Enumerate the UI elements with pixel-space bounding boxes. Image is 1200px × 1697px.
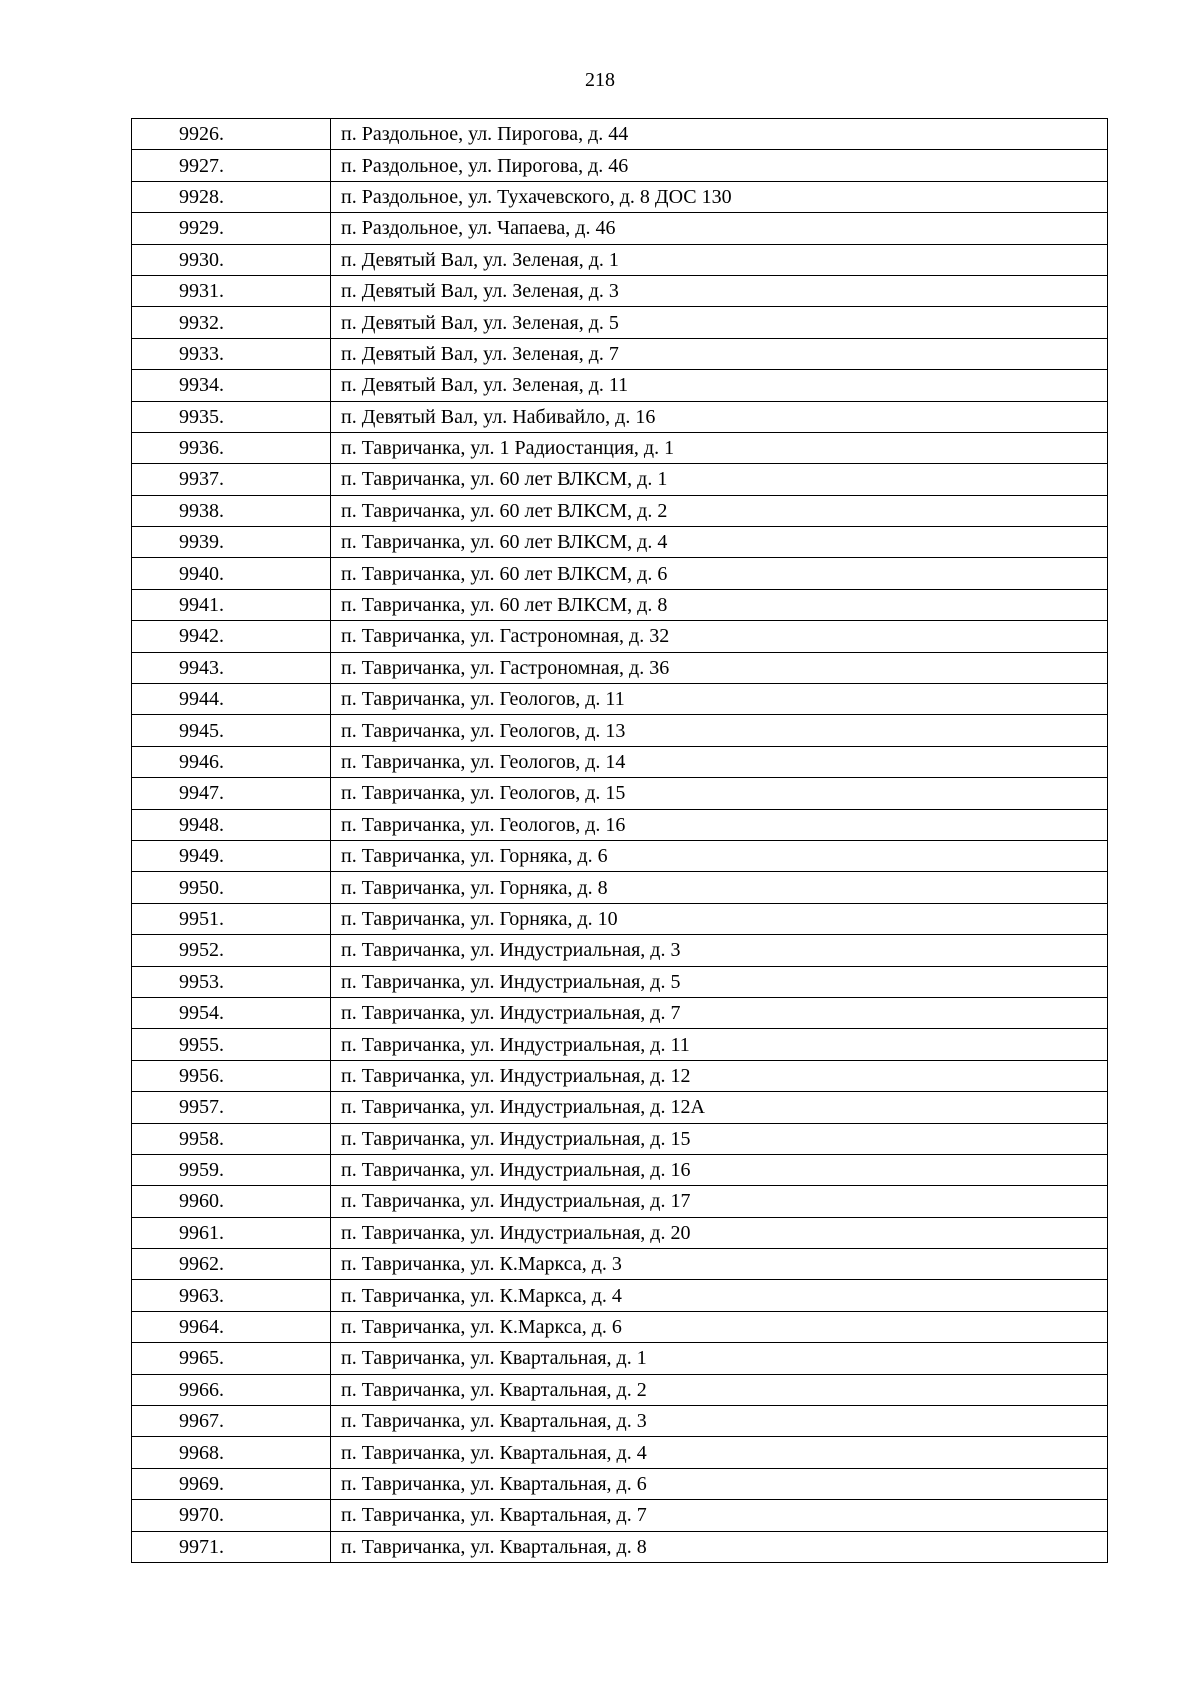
table-row: [132, 1437, 1108, 1468]
row-number-cell: 9942.: [132, 621, 331, 652]
address-cell: п. Раздольное, ул. Тухачевского, д. 8 ДОС 130: [331, 181, 1108, 212]
row-number-cell: 9932.: [132, 307, 331, 338]
table-row: [132, 1343, 1108, 1374]
row-number-cell: 9952.: [132, 935, 331, 966]
row-number-cell: 9937.: [132, 464, 331, 495]
table-row: [132, 1154, 1108, 1185]
address-cell: п. Тавричанка, ул. Индустриальная, д. 16: [331, 1154, 1108, 1185]
address-cell: п. Тавричанка, ул. К.Маркса, д. 4: [331, 1280, 1108, 1311]
table-row: [132, 589, 1108, 620]
row-number-cell: 9961.: [132, 1217, 331, 1248]
row-number-cell: 9938.: [132, 495, 331, 526]
row-number-cell: 9956.: [132, 1060, 331, 1091]
address-cell: п. Тавричанка, ул. 1 Радиостанция, д. 1: [331, 432, 1108, 463]
address-cell: п. Тавричанка, ул. Индустриальная, д. 3: [331, 935, 1108, 966]
table-row: [132, 370, 1108, 401]
address-cell: п. Тавричанка, ул. Индустриальная, д. 7: [331, 997, 1108, 1028]
row-number-cell: 9962.: [132, 1249, 331, 1280]
row-number-cell: 9946.: [132, 746, 331, 777]
address-cell: п. Тавричанка, ул. Квартальная, д. 2: [331, 1374, 1108, 1405]
row-number-cell: 9944.: [132, 684, 331, 715]
row-number-cell: 9930.: [132, 244, 331, 275]
row-number-cell: 9945.: [132, 715, 331, 746]
address-cell: п. Раздольное, ул. Чапаева, д. 46: [331, 213, 1108, 244]
address-cell: п. Тавричанка, ул. Горняка, д. 6: [331, 840, 1108, 871]
table-row: [132, 1186, 1108, 1217]
table-row: [132, 244, 1108, 275]
address-cell: п. Тавричанка, ул. Гастрономная, д. 36: [331, 652, 1108, 683]
address-table-body: [132, 119, 1108, 1563]
row-number-cell: 9941.: [132, 589, 331, 620]
page-number: 218: [585, 69, 615, 91]
address-cell: п. Тавричанка, ул. Квартальная, д. 6: [331, 1468, 1108, 1499]
table-row: [132, 903, 1108, 934]
row-number-cell: 9954.: [132, 997, 331, 1028]
address-cell: п. Девятый Вал, ул. Набивайло, д. 16: [331, 401, 1108, 432]
table-row: [132, 464, 1108, 495]
address-cell: п. Тавричанка, ул. Геологов, д. 16: [331, 809, 1108, 840]
row-number-cell: 9960.: [132, 1186, 331, 1217]
address-cell: п. Девятый Вал, ул. Зеленая, д. 11: [331, 370, 1108, 401]
table-row: [132, 1500, 1108, 1531]
row-number-cell: 9947.: [132, 778, 331, 809]
address-cell: п. Тавричанка, ул. Квартальная, д. 4: [331, 1437, 1108, 1468]
table-row: [132, 1123, 1108, 1154]
row-number-cell: 9967.: [132, 1406, 331, 1437]
row-number-cell: 9936.: [132, 432, 331, 463]
table-row: [132, 213, 1108, 244]
row-number-cell: 9964.: [132, 1311, 331, 1342]
row-number-cell: 9927.: [132, 150, 331, 181]
address-cell: п. Девятый Вал, ул. Зеленая, д. 5: [331, 307, 1108, 338]
row-number-cell: 9948.: [132, 809, 331, 840]
table-row: [132, 1280, 1108, 1311]
row-number-cell: 9940.: [132, 558, 331, 589]
address-cell: п. Тавричанка, ул. Геологов, д. 11: [331, 684, 1108, 715]
row-number-cell: 9963.: [132, 1280, 331, 1311]
address-table: [131, 118, 1108, 1563]
address-cell: п. Тавричанка, ул. Индустриальная, д. 11: [331, 1029, 1108, 1060]
row-number-cell: 9970.: [132, 1500, 331, 1531]
table-row: [132, 935, 1108, 966]
address-cell: п. Тавричанка, ул. Индустриальная, д. 20: [331, 1217, 1108, 1248]
row-number-cell: 9966.: [132, 1374, 331, 1405]
row-number-cell: 9935.: [132, 401, 331, 432]
row-number-cell: 9929.: [132, 213, 331, 244]
address-cell: п. Тавричанка, ул. 60 лет ВЛКСМ, д. 1: [331, 464, 1108, 495]
address-cell: п. Тавричанка, ул. Геологов, д. 13: [331, 715, 1108, 746]
address-cell: п. Тавричанка, ул. Горняка, д. 8: [331, 872, 1108, 903]
row-number-cell: 9971.: [132, 1531, 331, 1562]
table-row: [132, 1092, 1108, 1123]
table-row: [132, 684, 1108, 715]
row-number-cell: 9928.: [132, 181, 331, 212]
row-number-cell: 9926.: [132, 119, 331, 150]
row-number-cell: 9959.: [132, 1154, 331, 1185]
table-row: [132, 558, 1108, 589]
address-cell: п. Тавричанка, ул. Индустриальная, д. 12: [331, 1060, 1108, 1091]
row-number-cell: 9934.: [132, 370, 331, 401]
address-cell: п. Раздольное, ул. Пирогова, д. 46: [331, 150, 1108, 181]
address-cell: п. Раздольное, ул. Пирогова, д. 44: [331, 119, 1108, 150]
address-cell: п. Тавричанка, ул. Индустриальная, д. 15: [331, 1123, 1108, 1154]
table-row: [132, 307, 1108, 338]
table-row: [132, 150, 1108, 181]
table-row: [132, 119, 1108, 150]
address-cell: п. Тавричанка, ул. Индустриальная, д. 17: [331, 1186, 1108, 1217]
row-number-cell: 9943.: [132, 652, 331, 683]
table-row: [132, 997, 1108, 1028]
table-row: [132, 1531, 1108, 1562]
table-row: [132, 809, 1108, 840]
table-row: [132, 715, 1108, 746]
address-cell: п. Тавричанка, ул. Квартальная, д. 7: [331, 1500, 1108, 1531]
address-cell: п. Тавричанка, ул. Квартальная, д. 8: [331, 1531, 1108, 1562]
row-number-cell: 9969.: [132, 1468, 331, 1499]
address-cell: п. Тавричанка, ул. 60 лет ВЛКСМ, д. 6: [331, 558, 1108, 589]
row-number-cell: 9939.: [132, 527, 331, 558]
row-number-cell: 9953.: [132, 966, 331, 997]
address-cell: п. Тавричанка, ул. К.Маркса, д. 6: [331, 1311, 1108, 1342]
table-row: [132, 1374, 1108, 1405]
table-row: [132, 1406, 1108, 1437]
table-row: [132, 1029, 1108, 1060]
table-row: [132, 432, 1108, 463]
address-cell: п. Девятый Вал, ул. Зеленая, д. 3: [331, 275, 1108, 306]
table-row: [132, 181, 1108, 212]
address-cell: п. Тавричанка, ул. Гастрономная, д. 32: [331, 621, 1108, 652]
table-row: [132, 1249, 1108, 1280]
address-cell: п. Тавричанка, ул. Геологов, д. 14: [331, 746, 1108, 777]
address-cell: п. Тавричанка, ул. Геологов, д. 15: [331, 778, 1108, 809]
address-cell: п. Девятый Вал, ул. Зеленая, д. 1: [331, 244, 1108, 275]
table-row: [132, 527, 1108, 558]
row-number-cell: 9965.: [132, 1343, 331, 1374]
row-number-cell: 9950.: [132, 872, 331, 903]
table-row: [132, 275, 1108, 306]
table-row: [132, 338, 1108, 369]
table-row: [132, 652, 1108, 683]
address-cell: п. Тавричанка, ул. К.Маркса, д. 3: [331, 1249, 1108, 1280]
address-cell: п. Тавричанка, ул. 60 лет ВЛКСМ, д. 2: [331, 495, 1108, 526]
address-cell: п. Тавричанка, ул. Горняка, д. 10: [331, 903, 1108, 934]
row-number-cell: 9958.: [132, 1123, 331, 1154]
row-number-cell: 9955.: [132, 1029, 331, 1060]
table-row: [132, 495, 1108, 526]
row-number-cell: 9957.: [132, 1092, 331, 1123]
table-row: [132, 1060, 1108, 1091]
table-row: [132, 401, 1108, 432]
table-row: [132, 840, 1108, 871]
table-row: [132, 778, 1108, 809]
address-cell: п. Девятый Вал, ул. Зеленая, д. 7: [331, 338, 1108, 369]
table-row: [132, 872, 1108, 903]
address-cell: п. Тавричанка, ул. 60 лет ВЛКСМ, д. 8: [331, 589, 1108, 620]
table-row: [132, 746, 1108, 777]
table-row: [132, 1311, 1108, 1342]
address-cell: п. Тавричанка, ул. Квартальная, д. 3: [331, 1406, 1108, 1437]
address-cell: п. Тавричанка, ул. Индустриальная, д. 12А: [331, 1092, 1108, 1123]
row-number-cell: 9931.: [132, 275, 331, 306]
address-cell: п. Тавричанка, ул. Квартальная, д. 1: [331, 1343, 1108, 1374]
table-row: [132, 621, 1108, 652]
row-number-cell: 9933.: [132, 338, 331, 369]
address-cell: п. Тавричанка, ул. 60 лет ВЛКСМ, д. 4: [331, 527, 1108, 558]
table-row: [132, 1217, 1108, 1248]
table-row: [132, 966, 1108, 997]
table-row: [132, 1468, 1108, 1499]
row-number-cell: 9968.: [132, 1437, 331, 1468]
row-number-cell: 9951.: [132, 903, 331, 934]
address-cell: п. Тавричанка, ул. Индустриальная, д. 5: [331, 966, 1108, 997]
row-number-cell: 9949.: [132, 840, 331, 871]
